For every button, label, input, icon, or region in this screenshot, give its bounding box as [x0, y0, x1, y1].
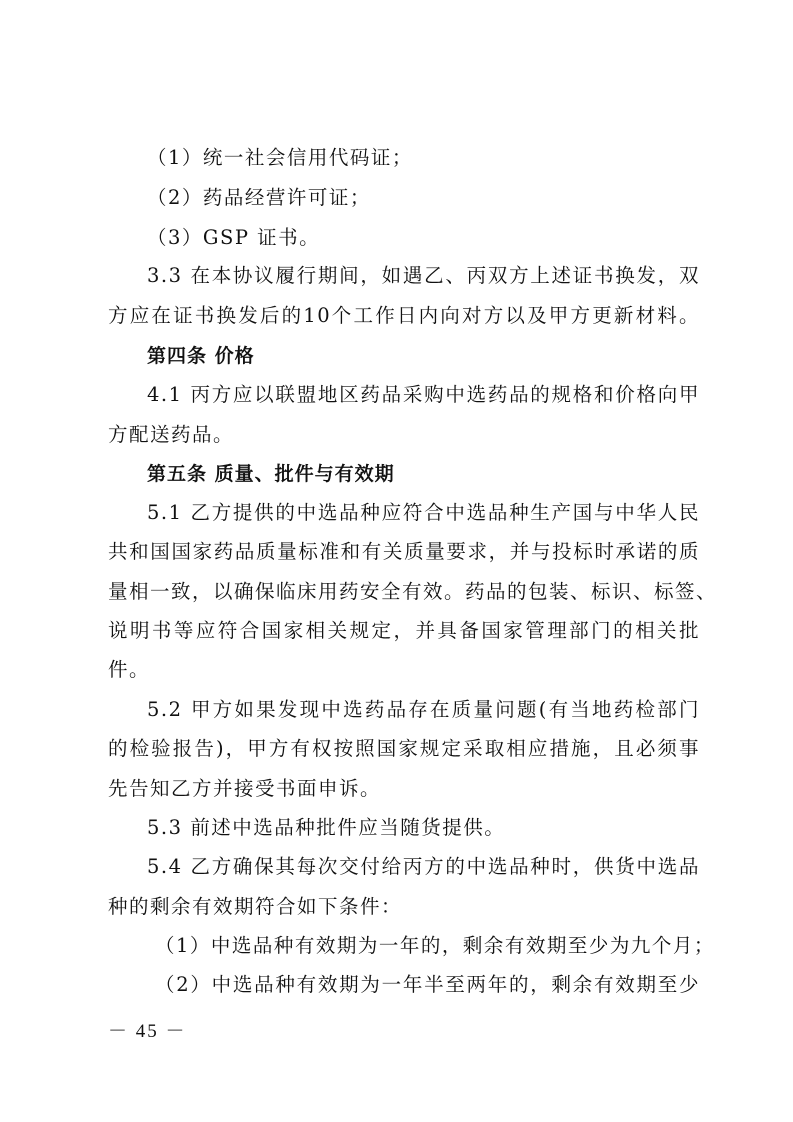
text-line: 件。: [108, 658, 151, 681]
text-line: 说明书等应符合国家相关规定，并具备国家管理部门的相关批: [108, 619, 700, 642]
text-line: （3）GSP 证书。: [147, 226, 321, 249]
text-line: 先告知乙方并接受书面申诉。: [108, 777, 382, 800]
text-line: （2）药品经营许可证；: [147, 186, 371, 209]
section-heading: 第四条 价格: [147, 345, 255, 367]
text-line: 种的剩余有效期符合如下条件：: [108, 895, 403, 918]
text-line: 5.3 前述中选品种批件应当随货提供。: [147, 816, 506, 839]
page-number: － 45 －: [108, 1021, 187, 1042]
text-line: 量相一致，以确保临床用药安全有效。药品的包装、标识、标签、: [108, 580, 718, 603]
text-line: 方配送药品。: [108, 423, 235, 446]
text-line: 5.2 甲方如果发现中选药品存在质量问题(有当地药检部门: [147, 698, 700, 721]
text-line: （1）统一社会信用代码证；: [147, 146, 413, 169]
text-line: （1）中选品种有效期为一年的，剩余有效期至少为九个月；: [155, 934, 715, 957]
text-line: 方应在证书换发后的10个工作日内向对方以及甲方更新材料。: [108, 304, 700, 327]
section-heading: 第五条 质量、批件与有效期: [147, 463, 395, 485]
text-line: （2）中选品种有效期为一年半至两年的，剩余有效期至少: [155, 973, 700, 996]
text-line: 的检验报告)，甲方有权按照国家规定采取相应措施，且必须事: [108, 737, 700, 760]
text-line: 4.1 丙方应以联盟地区药品采购中选药品的规格和价格向甲: [147, 383, 700, 406]
text-line: 3.3 在本协议履行期间，如遇乙、丙双方上述证书换发，双: [147, 264, 700, 287]
text-line: 5.1 乙方提供的中选品种应符合中选品种生产国与中华人民: [147, 501, 700, 524]
text-line: 共和国国家药品质量标准和有关质量要求，并与投标时承诺的质: [108, 540, 700, 563]
text-line: 5.4 乙方确保其每次交付给丙方的中选品种时，供货中选品: [147, 855, 700, 878]
